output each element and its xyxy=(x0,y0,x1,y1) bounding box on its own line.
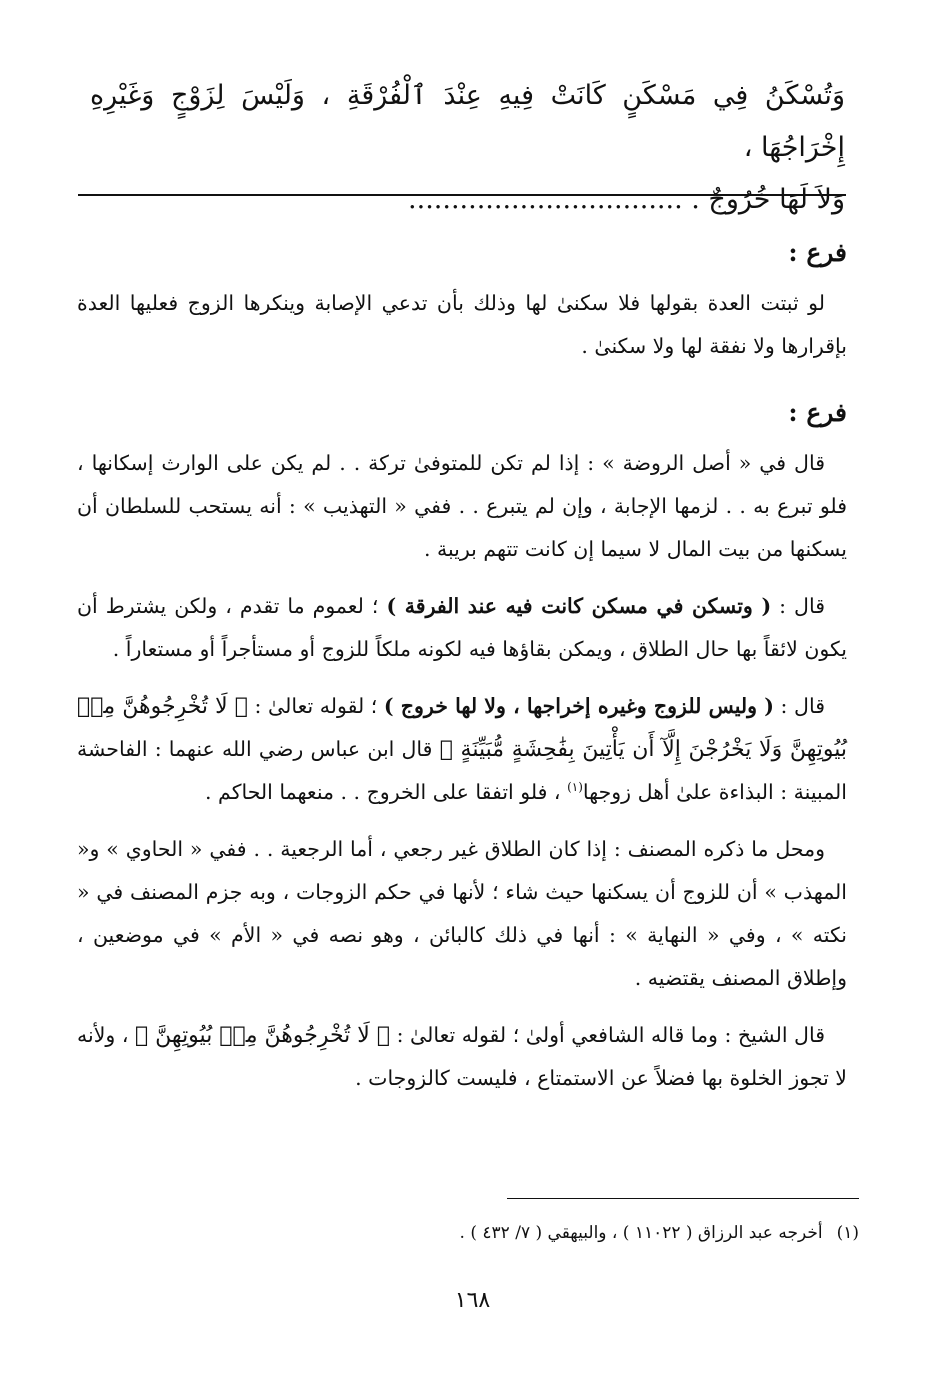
matn-line-1: وَتُسْكَنُ فِي مَسْكَنٍ كَانَتْ فِيهِ عِنْدَ ٱلْفُرْقَةِ ، وَلَيْسَ لِزَوْجٍ وَغَيْرِهِ إِخْرَاجُهَا ، xyxy=(90,80,845,163)
paragraph-rawda: قال في « أصل الروضة » : إذا لم تكن للمتوفىٰ تركة . . لم يكن على الوارث إسكانها ، فلو تبرع به . . لزمها الإجابة ، وإن لم يتبرع . . ففي « التهذيب » : أنه يستحب للسلطان أن يسكنها من بيت المال لا سيما إن كانت تتهم بريبة . xyxy=(77,451,847,561)
paragraph-ikhraj-after-verse: قال ابن عباس رضي الله عنهما : الفاحشة المبينة : البذاءة علىٰ أهل زوجها xyxy=(77,737,847,804)
section-heading-2: فرع : xyxy=(788,398,847,427)
commentary xyxy=(77,228,847,1100)
quran-verse-1: ﴿ لَا تُخْرِجُوهُنَّ مِنۢ بُيُوتِهِنَّ وَلَا يَخْرُجْنَ إِلَّآ أَن يَأْتِينَ بِفَٰحِشَةٍ مُّبَيِّنَةٍ ﴾ xyxy=(77,694,847,762)
matn-line-2: وَلاَ لَهَا خُرُوجٌ . xyxy=(691,184,845,215)
paragraph-ikhraj-mid: ؛ لقوله تعالىٰ : xyxy=(247,694,384,718)
paragraph-ikhraj xyxy=(77,685,847,814)
paragraph-ikhraj-start: قال : xyxy=(773,694,825,718)
footnote-text: أخرجه عبد الرزاق ( ١١٠٢٢ ) ، والبيهقي ( ٧/ ٤٣٢ ) . xyxy=(459,1223,823,1243)
matn-quote-ikhraj: ( وليس للزوج وغيره إخراجها ، ولا لها خروج ) xyxy=(383,694,774,718)
section-1-text: لو ثبتت العدة بقولها فلا سكنىٰ لها وذلك بأن تدعي الإصابة وينكرها الزوج فعليها العدة بإقرارها ولا نفقة لها ولا سكنىٰ . xyxy=(77,291,847,358)
section-heading-1: فرع : xyxy=(788,238,847,267)
quran-verse-2: ﴿ لَا تُخْرِجُوهُنَّ مِنۢ بُيُوتِهِنَّ ﴾ xyxy=(134,1023,391,1048)
footnote-ref[interactable]: (١) xyxy=(567,780,583,795)
footnote xyxy=(99,1218,859,1248)
matn-quote-sakan: ( وتسكن في مسكن كانت فيه عند الفرقة ) xyxy=(386,594,772,618)
paragraph-sakan xyxy=(77,585,847,671)
paragraph-rajia: ومحل ما ذكره المصنف : إذا كان الطلاق غير رجعي ، أما الرجعية . . ففي « الحاوي » و« المهذب » أن للزوج أن يسكنها حيث شاء ؛ لأنها في حكم الزوجات ، وبه جزم المصنف في « نكته » ، وفي « النهاية » : أنها في ذلك كالبائن ، وهو نصه في « الأم » في موضعين ، وإطلاق المصنف يقتضيه . xyxy=(77,837,847,990)
matn-dots: ................................ xyxy=(408,184,683,215)
paragraph-ikhraj-end: ، فلو اتفقا على الخروج . . منعهما الحاكم . xyxy=(205,780,568,804)
page-number: ١٦٨ xyxy=(454,1288,491,1313)
paragraph-sakan-rest: ؛ لعموم ما تقدم ، ولكن يشترط أن يكون لائقاً بها حال الطلاق ، ويمكن بقاؤها فيه لكونه ملكاً للزوج أو مستأجراً أو مستعاراً . xyxy=(77,594,847,661)
paragraph-shaykh xyxy=(77,1014,847,1100)
matn-divider xyxy=(78,194,846,196)
paragraph-sakan-start: قال : xyxy=(771,594,825,618)
paragraph-shaykh-start: قال الشيخ : وما قاله الشافعي أولىٰ ؛ لقوله تعالىٰ : xyxy=(390,1023,826,1047)
footnote-divider xyxy=(507,1198,859,1199)
paragraph-shaykh-end: ، ولأنه لا تجوز الخلوة بها فضلاً عن الاستمتاع ، فليست كالزوجات . xyxy=(77,1023,847,1090)
footnote-number: (١) xyxy=(836,1223,859,1243)
matn-text xyxy=(90,70,845,226)
